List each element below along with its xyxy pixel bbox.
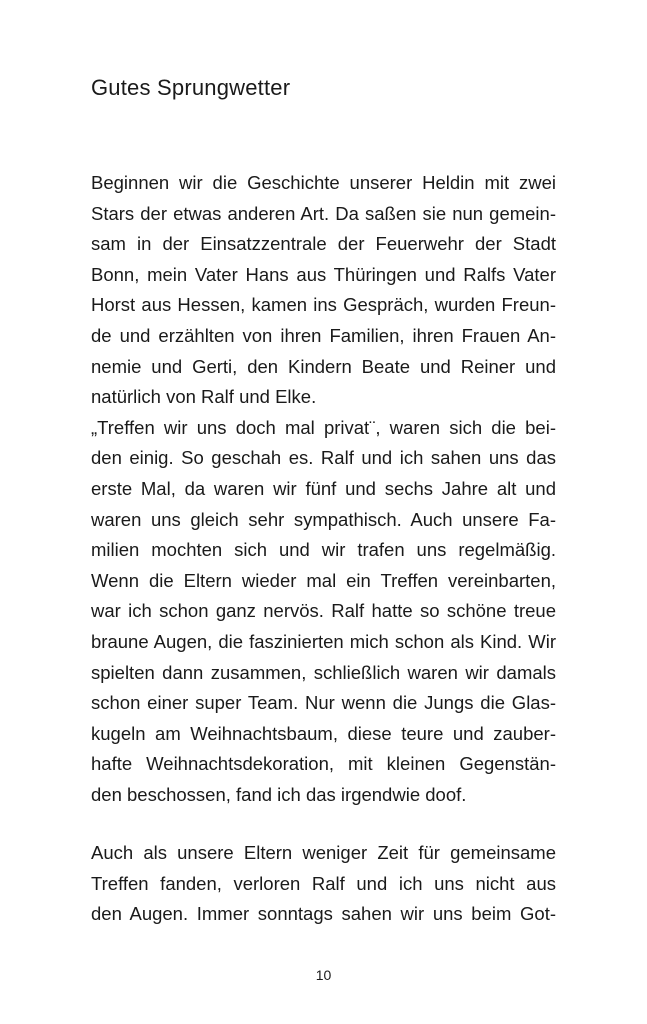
text-line: den beschossen, fand ich das irgendwie doof. <box>91 783 467 805</box>
paragraph-1 <box>91 168 556 810</box>
page-number: 10 <box>315 967 332 983</box>
text-line: natürlich von Ralf und Elke. <box>91 386 317 408</box>
text-line: Horst aus Hessen, kamen ins Gespräch, wurden Freun- <box>91 294 556 316</box>
text-line: „Treffen wir uns doch mal privat¨, waren sich die bei- <box>91 416 556 438</box>
text-line: Bonn, mein Vater Hans aus Thüringen und Ralfs Vater <box>91 263 556 285</box>
text-line: den einig. So geschah es. Ralf und ich sahen uns das <box>91 447 556 469</box>
chapter-title: Gutes Sprungwetter <box>91 75 291 100</box>
text-line: war ich schon ganz nervös. Ralf hatte so schöne treue <box>91 600 556 622</box>
text-line: kugeln am Weihnachtsbaum, diese teure und zauber- <box>91 722 556 744</box>
text-line: Beginnen wir die Geschichte unserer Heldin mit zwei <box>91 172 556 193</box>
paragraph-2 <box>91 838 556 930</box>
text-line: erste Mal, da waren wir fünf und sechs Jahre alt und <box>91 477 556 499</box>
text-line: Auch als unsere Eltern weniger Zeit für gemeinsame <box>91 842 556 863</box>
text-line: de und erzählten von ihren Familien, ihren Frauen An- <box>91 324 556 346</box>
text-line: milien mochten sich und wir trafen uns regelmäßig. <box>91 539 556 561</box>
text-line: waren uns gleich sehr sympathisch. Auch unsere Fa- <box>91 508 556 530</box>
text-line: sam in der Einsatzzentrale der Feuerwehr der Stadt <box>91 233 556 255</box>
text-line: schon einer super Team. Nur wenn die Jungs die Glas- <box>91 692 556 714</box>
text-line: Treffen fanden, verloren Ralf und ich uns nicht aus <box>91 872 556 894</box>
text-line: nemie und Gerti, den Kindern Beate und Reiner und <box>91 355 556 377</box>
text-line: spielten dann zusammen, schließlich waren wir damals <box>91 661 556 683</box>
text-line: Wenn die Eltern wieder mal ein Treffen vereinbarten, <box>91 569 556 591</box>
text-line: hafte Weihnachtsdekoration, mit kleinen Gegenstän- <box>91 753 556 775</box>
text-line: den Augen. Immer sonntags sahen wir uns beim Got- <box>91 903 556 925</box>
text-line: braune Augen, die faszinierten mich schon als Kind. Wir <box>91 630 556 652</box>
text-line: Stars der etwas anderen Art. Da saßen sie nun gemein- <box>91 202 556 224</box>
